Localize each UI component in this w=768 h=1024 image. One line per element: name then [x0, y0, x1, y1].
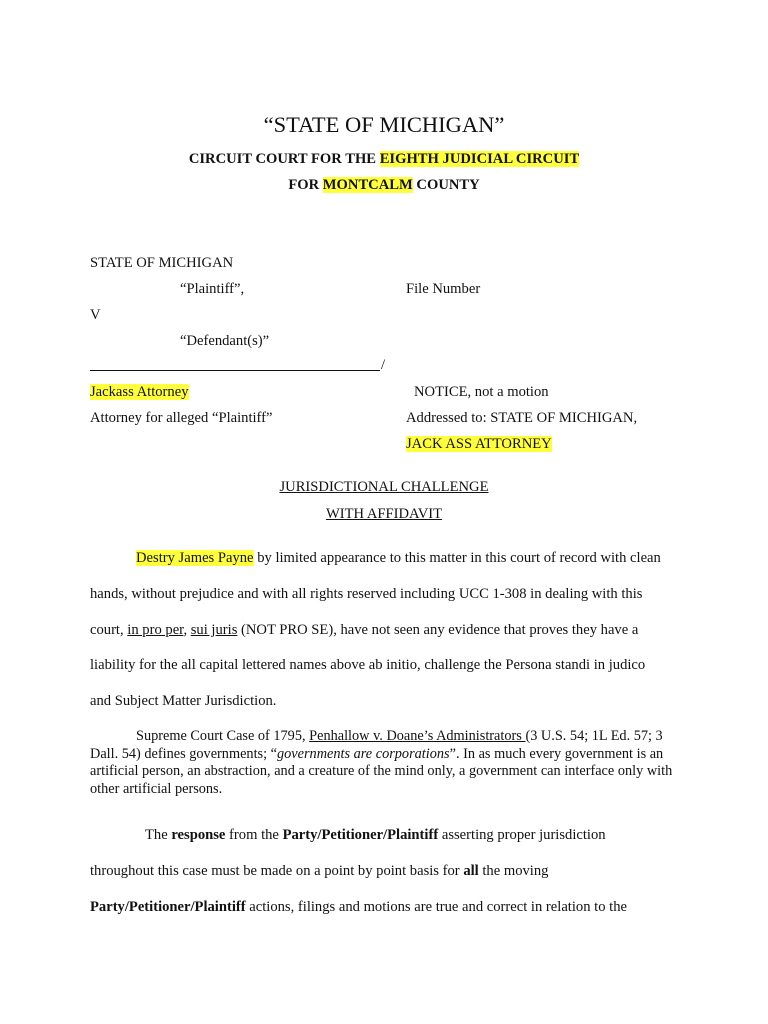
caption-rule-end: / — [381, 357, 386, 373]
party-state: STATE OF MICHIGAN — [90, 255, 234, 271]
attorney-name — [90, 384, 189, 401]
p3-line3 — [90, 899, 627, 916]
sui-juris: sui juris — [190, 622, 238, 638]
party-bold-2: Party/Petitioner/Plaintiff — [90, 899, 246, 915]
p3-line3-rest: actions, filings and motions are true and correct in relation to the — [245, 899, 627, 915]
court-prefix: CIRCUIT COURT FOR THE — [188, 151, 380, 167]
caption-rule — [90, 370, 380, 371]
addressed-to: Addressed to: STATE OF MICHIGAN, — [406, 410, 638, 426]
p3-line1-b: from the — [225, 827, 283, 843]
p2-c: ”. In as much every government is an artificial person, an abstraction, and a creature of the mind only, a government can interface only with other artificial persons. — [90, 745, 673, 797]
p3-line2-b: the moving — [478, 863, 549, 879]
affiant-name-highlight: Destry James Payne — [136, 550, 254, 566]
response-bold: response — [171, 827, 226, 843]
p1-line1-text: by limited appearance to this matter in this court of record with clean — [253, 550, 661, 566]
addressee-highlight: JACK ASS ATTORNEY — [406, 436, 552, 452]
county-line — [0, 177, 768, 194]
plaintiff-label: “Plaintiff”, — [180, 281, 245, 297]
defendant-label: “Defendant(s)” — [180, 333, 270, 349]
p2-a: Supreme Court Case of 1795, — [136, 728, 310, 744]
file-number-label: File Number — [406, 281, 481, 297]
p1-line4: liability for the all capital lettered names above ab initio, challenge the Persona standi in judico — [90, 657, 646, 673]
p2-paragraph — [90, 728, 690, 798]
circuit-highlight: EIGHTH JUDICIAL CIRCUIT — [379, 151, 580, 167]
p1-line5: and Subject Matter Jurisdiction. — [90, 693, 277, 709]
p1-line1 — [136, 550, 661, 567]
p3-line1-c: asserting proper jurisdiction — [438, 827, 606, 843]
attorney-role: Attorney for alleged “Plaintiff” — [90, 410, 273, 426]
p3-line1-a: The — [145, 827, 172, 843]
doc-title-line1: JURISDICTIONAL CHALLENGE — [279, 479, 489, 495]
doc-title-line2: WITH AFFIDAVIT — [325, 506, 443, 522]
state-title: “STATE OF MICHIGAN” — [263, 112, 505, 137]
p1-line3 — [90, 622, 638, 639]
p3-line2-a: throughout this case must be made on a point by point basis for — [90, 863, 464, 879]
county-highlight: MONTCALM — [322, 177, 413, 193]
p1-line3-c: (NOT PRO SE), have not seen any evidence that proves they have a — [237, 622, 639, 638]
all-bold: all — [463, 863, 479, 879]
p1-line3-b: , — [183, 622, 191, 638]
p3-line2 — [90, 863, 548, 880]
addressee — [406, 436, 552, 453]
p3-line1 — [145, 827, 606, 844]
notice-label: NOTICE, not a motion — [414, 384, 549, 400]
p1-line2: hands, without prejudice and with all rights reserved including UCC 1-308 in dealing with this — [90, 586, 643, 602]
p2-b: (3 U.S. 54; 1L Ed. 57; 3 Dall. 54) defines governments; “ — [90, 728, 663, 762]
governments-quote: governments are corporations — [277, 745, 450, 762]
versus: V — [90, 307, 101, 323]
attorney-name-highlight: Jackass Attorney — [90, 384, 189, 400]
p1-line3-a: court, — [90, 622, 128, 638]
county-prefix: FOR — [288, 177, 323, 193]
court-line — [0, 151, 768, 168]
county-suffix: COUNTY — [412, 177, 480, 193]
party-bold: Party/Petitioner/Plaintiff — [282, 827, 439, 843]
in-pro-per: in pro per — [127, 622, 184, 638]
case-name: Penhallow v. Doane’s Administrators — [309, 728, 526, 744]
